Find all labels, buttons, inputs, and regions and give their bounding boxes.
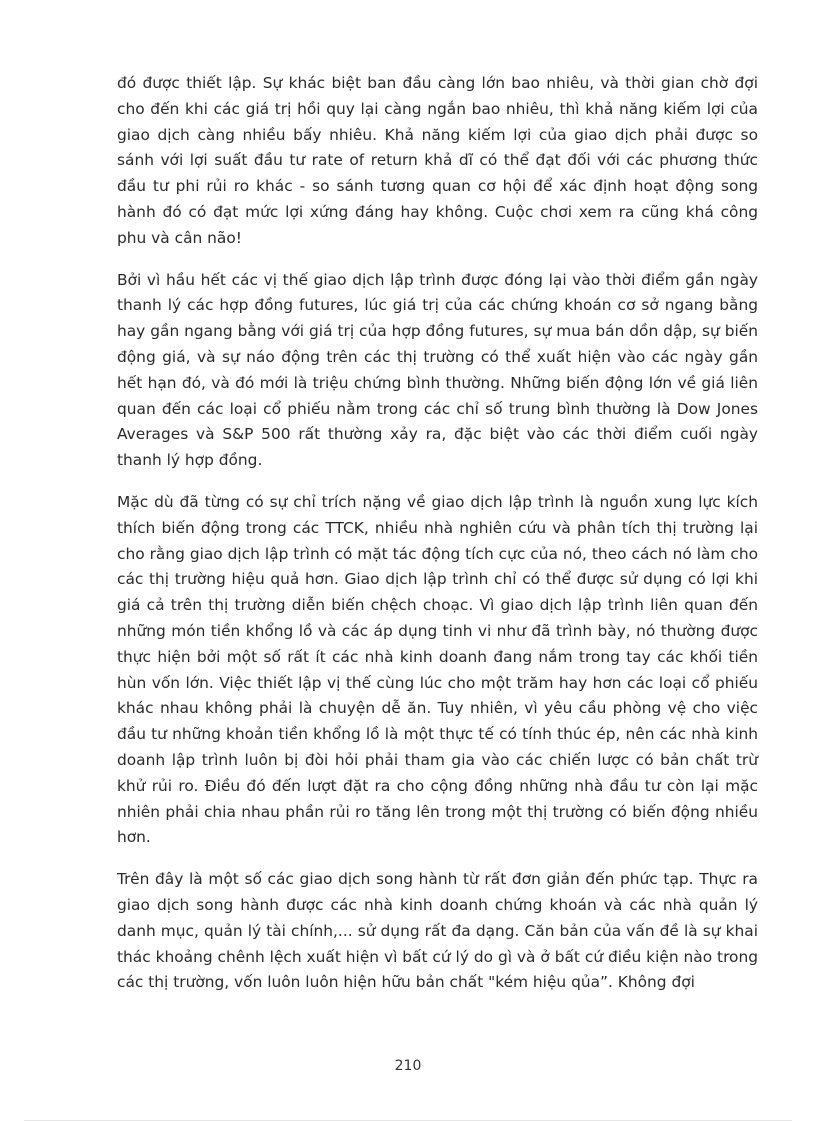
paragraph-3: Mặc dù đã từng có sự chỉ trích nặng về giao dịch lập trình là nguồn xung lực kích thích biến động trong các TTCK, nhiều nhà nghiên cứu và phân tích thị trường lại cho rằng giao dịch lập trình có mặt tác động tích cực của nó, theo cách nó làm cho các thị trường hiệu quả hơn. Giao dịch lập trình chỉ có thể được sử dụng có lợi khi giá cả trên thị trường diễn biến chệch choạc. Vì giao dịch lập trình liên quan đến những món tiền khổng lồ và các áp dụng tinh vi như đã trình bày, nó thường được thực hiện bởi một số rất ít các nhà kinh doanh đang nắm trong tay các khối tiền hùn vốn lớn. Việc thiết lập vị thế cùng lúc cho một trăm hay hơn các loại cổ phiếu khác nhau không phải là chuyện dễ ăn. Tuy nhiên, vì yêu cầu phòng vệ cho việc đầu tư những khoản tiền khổng lồ là một thực tế có tính thúc ép, nên các nhà kinh doanh lập trình luôn bị đòi hỏi phải tham gia vào các chiến lược có bản chất trừ khử rủi ro. Điều đó đến lượt đặt ra cho cộng đồng những nhà đầu tư còn lại mặc nhiên phải chia nhau phần rủi ro tăng lên trong một thị trường có biến động nhiều hơn. — [117, 492, 758, 847]
page-bottom-divider — [24, 1120, 792, 1121]
paragraph-4: Trên đây là một số các giao dịch song hành từ rất đơn giản đến phức tạp. Thực ra giao dịch song hành được các nhà kinh doanh chứng khoán và các nhà quản lý danh mục, quản lý tài chính,... sử dụng rất đa dạng. Căn bản của vấn đề là sự khai thác khoảng chênh lệch xuất hiện vì bất cứ lý do gì và ở bất cứ điều kiện nào trong các thị trường, vốn luôn luôn hiện hữu bản chất "kém hiệu qủa”. Không đợi — [117, 870, 758, 992]
body-text — [117, 71, 758, 1012]
paragraph-2: Bởi vì hầu hết các vị thế giao dịch lập trình được đóng lại vào thời điểm gần ngày thanh lý các hợp đồng futures, lúc giá trị của các chứng khoán cơ sở ngang bằng hay gần ngang bằng với giá trị của hợp đồng futures, sự mua bán dồn dập, sự biến động giá, và sự náo động trên các thị trường có thể xuất hiện vào các ngày gần hết hạn đó, và đó mới là triệu chứng bình thường. Những biến động lớn về giá liên quan đến các loại cổ phiếu nằm trong các chỉ số trung bình thường là Dow Jones Averages và S&P 500 rất thường xảy ra, đặc biệt vào các thời điểm cuối ngày thanh lý hợp đồng. — [117, 270, 758, 470]
page-number: 210 — [394, 1058, 422, 1074]
paragraph-1: đó được thiết lập. Sự khác biệt ban đầu càng lớn bao nhiêu, và thời gian chờ đợi cho đến khi các giá trị hồi quy lại càng ngắn bao nhiêu, thì khả năng kiếm lợi của giao dịch càng nhiều bấy nhiêu. Khả năng kiếm lợi của giao dịch phải được so sánh với lợi suất đầu tư rate of return khả dĩ có thể đạt đối với các phương thức đầu tư phi rủi ro khác - so sánh tương quan cơ hội để xác định hoạt động song hành đó có đạt mức lợi xứng đáng hay không. Cuộc chơi xem ra cũng khá công phu và cân não! — [117, 74, 758, 247]
